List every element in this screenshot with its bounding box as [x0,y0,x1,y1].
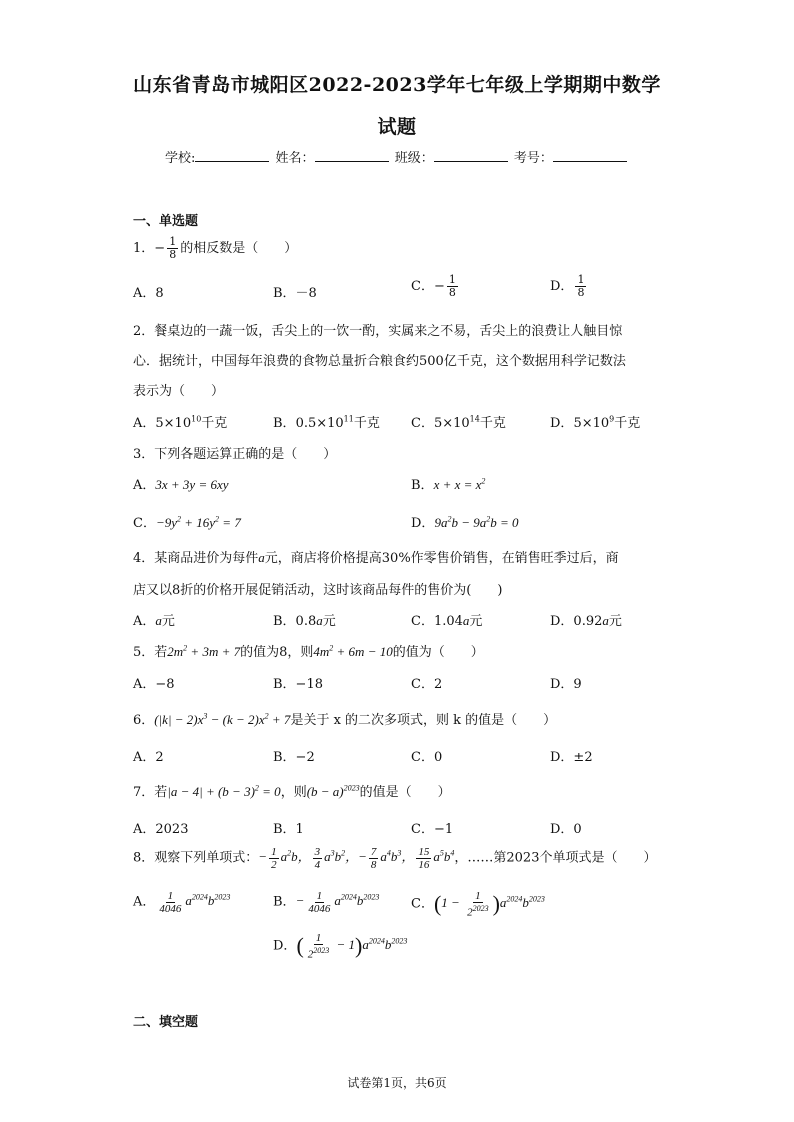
q3-option-a[interactable] [133,474,229,493]
math-var: a [258,550,265,565]
math-expression: $2m^2 + 3m + 7$ [167,643,241,659]
option-label: A． [133,478,156,493]
math-var: a [316,613,323,628]
option-label: D． [273,938,297,954]
question-text: 的相反数是（ ） [180,241,298,256]
question-text: 7．若 [133,785,168,800]
sci-value: 5×10 [433,416,470,431]
frac-den: 8 [577,286,585,299]
math-var: a [462,613,470,628]
question-text: 的值为（ ） [392,645,484,660]
unit: 千克 [614,416,641,431]
q6-option-b[interactable]: B．−2 [273,750,315,765]
math-expression: $(|k| - 2)x^3 - (k - 2)x^2 + 7$ [154,711,291,727]
frac-num: 1 [169,235,177,248]
class-blank[interactable] [434,149,508,162]
question-text: ，……第2023个单项式是（ ） [454,850,657,866]
section-title-single-choice: 一、单选题 [133,214,199,229]
option-label: D． [411,516,435,531]
page-title-line2: 试题 [377,116,417,138]
q4-option-b[interactable] [273,610,336,629]
fraction [575,274,586,299]
name-label: 姓名： [275,151,315,166]
unit: 千克 [353,416,380,431]
exponent: 10 [191,414,202,424]
option-label: C． [411,896,434,912]
section-title-fill-in: 二、填空题 [133,1015,199,1030]
math-expression: $|a - 4| + (b - 3)^2 = 0$ [167,783,281,799]
q1-option-a[interactable]: A．8 [133,286,164,301]
option-label: A． [133,416,156,431]
unit: 元 [322,614,336,629]
q7-option-a[interactable]: A．2023 [133,822,189,837]
q5-option-a[interactable]: A．−8 [133,677,175,692]
math-expression: $9a^2b - 9a^2b = 0$ [434,514,519,530]
question-text: ，则 [280,785,307,800]
unit: 千克 [201,416,228,431]
q2-option-d[interactable] [550,412,640,431]
fraction [447,274,458,299]
option-label: D． [550,416,574,431]
question-7 [133,781,451,800]
question-3: 3．下列各题运算正确的是（ ） [133,447,337,462]
q3-option-b[interactable] [411,474,485,493]
q8-option-b[interactable] [273,890,379,915]
id-blank[interactable] [553,149,627,162]
option-label: C． [133,516,156,531]
q8-option-a[interactable] [133,890,230,915]
unit: 元 [608,614,622,629]
school-label: 学校: [165,151,196,166]
class-label: 班级： [394,151,434,166]
question-text: 8．观察下列单项式： [133,850,259,866]
question-5 [133,641,484,660]
q3-option-c[interactable] [133,512,241,531]
option-label: D． [550,279,574,294]
question-6 [133,709,556,728]
q4-option-a[interactable] [133,610,175,629]
unit: 元 [161,614,175,629]
q7-option-b[interactable]: B．1 [273,822,304,837]
student-info-line [165,147,629,166]
question-4-line1 [133,547,619,566]
option-label: A． [133,894,156,910]
question-text: 5．若 [133,645,168,660]
q7-option-d[interactable]: D．0 [550,822,582,837]
math-expression: − $\frac{1}{2}$ $a^2b$， $\frac{3}{4}$ $a^3b^2$，− $\frac{7}{8}$ $a^4b^3$， $\frac{15}{16}$ $a^5b^4$ [258,846,455,871]
q1-option-d[interactable] [550,274,588,299]
q4-option-d[interactable] [550,610,622,629]
q3-option-d[interactable] [411,512,519,531]
option-label: B．0.8 [273,614,317,629]
sci-value: 0.5×10 [295,416,344,431]
q6-option-c[interactable]: C．0 [411,750,443,765]
page-title: 山东省青岛市城阳区2022-2023学年七年级上学期期中数学 [133,74,661,96]
option-label: D．0.92 [550,614,603,629]
unit: 千克 [479,416,506,431]
q8-option-d[interactable] [273,932,407,961]
frac-den: 8 [169,248,177,261]
q2-option-a[interactable] [133,412,227,431]
school-blank[interactable] [195,149,269,162]
q5-option-d[interactable]: D．9 [550,677,582,692]
question-text: 的值为8，则 [240,645,314,660]
q5-option-b[interactable]: B．−18 [273,677,323,692]
exponent: 9 [609,414,615,424]
question-text: 元，商店将价格提高30%作零售价销售，在销售旺季过后，商 [264,551,619,566]
question-2-line1: 2．餐桌边的一蔬一饭，舌尖上的一饮一酌，实属来之不易，舌尖上的浪费让人触目惊 [133,324,623,339]
math-expression: (1 − $\frac{1}{2^{2023}}$ )$a^{2024}b^{2023}$ [433,890,545,919]
math-expression: ( $\frac{1}{2^{2023}}$ − $1)a^{2024}b^{2023}$ [296,932,408,961]
math-expression: $-9y^2 + 16y^2 = 7$ [155,514,241,530]
question-2-line2: 心．据统计，中国每年浪费的食物总量折合粮食约500亿千克，这个数据用科学记数法 [133,354,626,369]
q4-option-c[interactable] [411,610,482,629]
fraction [167,236,178,261]
question-text: 是关于 x 的二次多项式，则 k 的值是（ ） [290,713,557,728]
q1-option-c[interactable]: C．− $\frac{1}{8}$ [411,273,456,299]
question-4-line2: 店又以8折的价格开展促销活动，这时该商品每件的售价为( ) [133,583,503,598]
sci-value: 5×10 [573,416,610,431]
option-label: C． [411,279,434,294]
question-8 [133,846,656,871]
option-label: B． [273,416,296,431]
unit: 元 [469,614,483,629]
exponent: 11 [343,414,354,424]
math-var: a [155,613,162,628]
option-label: A． [133,614,156,629]
q2-option-b[interactable] [273,412,380,431]
math-expression: $(b - a)^{2023}$ [306,783,360,799]
id-label: 考号： [513,151,553,166]
q1-option-b[interactable]: B．－8 [273,286,317,301]
math-var: a [602,613,609,628]
page-footer: 试卷第1页，共6页 [347,1076,447,1090]
sci-value: 5×10 [155,416,192,431]
math-expression: 3x + 3y = 6xy [155,477,229,492]
math-expression: $4m^2 + 6m - 10$ [313,643,393,659]
question-text: 4．某商品进价为每件 [133,551,259,566]
q8-option-c[interactable] [411,890,545,919]
q2-option-c[interactable] [411,412,506,431]
option-label: B． [411,478,434,493]
question-1: 1．− $\frac{1}{8}$ 的相反数是（ ） [133,235,298,261]
option-label: C． [411,416,434,431]
option-label: C．1.04 [411,614,463,629]
question-2-line3: 表示为（ ） [133,384,225,399]
q6-option-d[interactable]: D．±2 [550,750,593,765]
question-number: 6． [133,713,155,728]
question-text: 的值是（ ） [359,785,451,800]
q5-option-c[interactable]: C．2 [411,677,443,692]
option-label: B． [273,894,296,910]
frac-num: 1 [448,273,456,286]
q7-option-c[interactable]: C．−1 [411,822,454,837]
math-expression: − $\frac{1}{4046}$ $a^{2024}b^{2023}$ [295,890,380,915]
q6-option-a[interactable]: A．2 [133,750,164,765]
frac-den: 8 [448,286,456,299]
name-blank[interactable] [315,149,389,162]
math-expression: $\frac{1}{4046}$ $a^{2024}b^{2023}$ [159,890,231,915]
math-expression: $x + x = x^2$ [433,476,486,492]
exponent: 14 [469,414,480,424]
question-number: 1． [133,241,155,256]
frac-num: 1 [577,273,585,286]
